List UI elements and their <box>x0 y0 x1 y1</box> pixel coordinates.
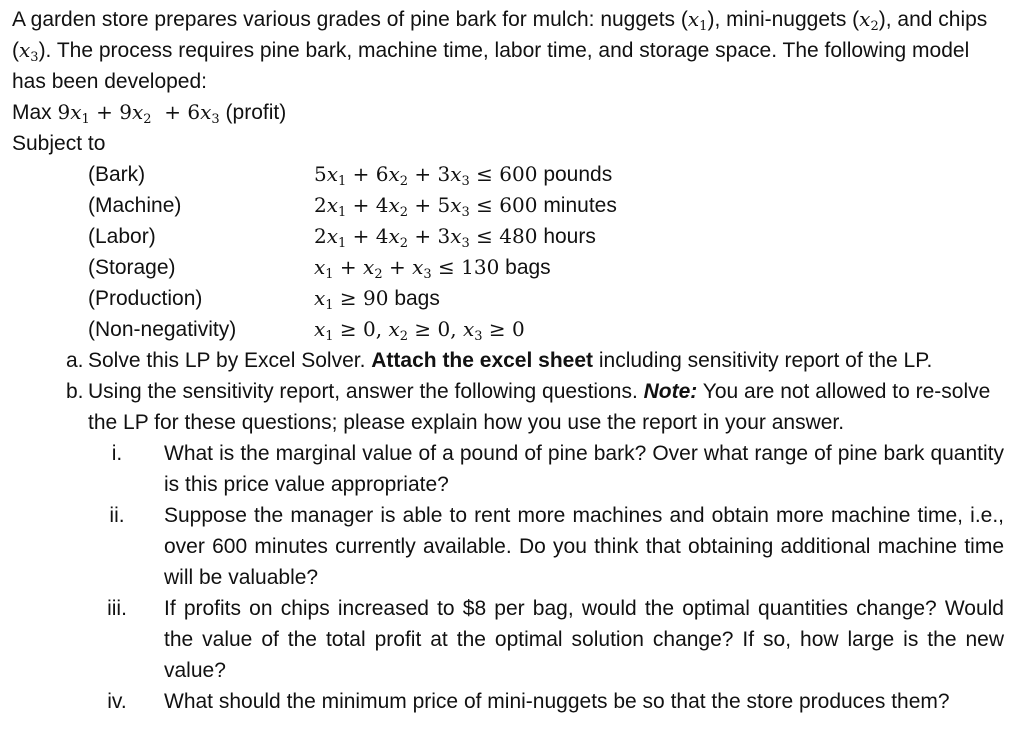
constraint-row <box>88 159 1004 190</box>
constraint-label: (Labor) <box>88 225 156 248</box>
constraints-block <box>88 159 1004 345</box>
subquestion-marker: iii. <box>107 597 127 620</box>
intro-text-2: ), mini-nuggets ( <box>707 8 860 31</box>
intro-text-1: A garden store prepares various grades of pine bark for mulch: nuggets ( <box>12 8 688 31</box>
subject-to-label: Subject to <box>12 132 106 155</box>
question-a-text: Solve this LP by Excel Solver. Attach the excel sheet including sensitivity report of the LP. <box>88 349 933 372</box>
intro-text-4: ). The process requires pine bark, machine time, labor time, and storage space. The following model has been developed: <box>12 39 970 93</box>
constraint-label: (Machine) <box>88 194 182 217</box>
constraint-expression: $5x_1 + 6x_2 + 3x_3 \le 600$ pounds <box>314 162 613 189</box>
subquestion-ii <box>88 500 1004 593</box>
var-x3: $x_3$ <box>19 38 39 65</box>
subquestion-text: If profits on chips increased to $8 per bag, would the optimal quantities change? Would the value of the total profit at the optimal solution change? If so, how large is the new value? <box>164 597 1004 682</box>
objective-suffix: (profit) <box>219 101 287 124</box>
subquestion-text: What should the minimum price of mini-nuggets be so that the store produces them? <box>164 690 950 713</box>
intro-text-3: ), and chips ( <box>12 8 988 62</box>
problem-document <box>12 4 1004 717</box>
constraint-row <box>88 252 1004 283</box>
var-x2: $x_2$ <box>859 7 879 34</box>
subquestion-marker: i. <box>111 442 123 465</box>
subquestion-text: Suppose the manager is able to rent more machines and obtain more machine time, i.e., over 600 minutes currently available. Do you think that obtaining additional machine time will be valuable? <box>164 504 1004 589</box>
subquestion-text: What is the marginal value of a pound of pine bark? Over what range of pine bark quantity is this price value appropriate? <box>164 442 1004 496</box>
constraint-expression: $2x_1 + 4x_2 + 3x_3 \le 480$ hours <box>314 224 596 251</box>
subquestion-marker: ii. <box>109 504 125 527</box>
constraint-expression: $x_1 \ge 90$ bags <box>314 286 440 313</box>
question-a-marker: a. <box>66 349 84 372</box>
objective-prefix: Max <box>12 101 58 124</box>
question-b-text: Using the sensitivity report, answer the following questions. Note: You are not allowed to re-solve the LP for these questions; please explain how you use the report in your answer. <box>88 380 991 434</box>
subquestion-marker: iv. <box>107 690 127 713</box>
objective-expression: $9x_1 + 9x_2 + 6x_3$ <box>57 100 220 127</box>
objective-function <box>12 97 1004 128</box>
subquestion-i <box>88 438 1004 500</box>
constraint-label: (Production) <box>88 287 203 310</box>
constraint-expression: $2x_1 + 4x_2 + 5x_3 \le 600$ minutes <box>314 193 617 220</box>
subquestion-iii <box>88 593 1004 686</box>
subquestion-iv <box>88 686 1004 717</box>
intro-paragraph <box>12 4 1004 97</box>
question-b <box>12 376 1004 438</box>
question-a <box>12 345 1004 376</box>
constraint-expression: $x_1 + x_2 + x_3 \le 130$ bags <box>314 255 551 282</box>
constraint-label: (Non-negativity) <box>88 318 237 341</box>
constraint-row <box>88 190 1004 221</box>
constraint-label: (Bark) <box>88 163 146 186</box>
constraint-row <box>88 314 1004 345</box>
question-b-marker: b. <box>66 380 84 403</box>
constraint-label: (Storage) <box>88 256 176 279</box>
constraint-expression: $x_1 \ge 0$, $x_2 \ge 0$, $x_3 \ge 0$ <box>314 317 525 344</box>
var-x1: $x_1$ <box>687 7 708 34</box>
constraint-row <box>88 283 1004 314</box>
constraint-row <box>88 221 1004 252</box>
